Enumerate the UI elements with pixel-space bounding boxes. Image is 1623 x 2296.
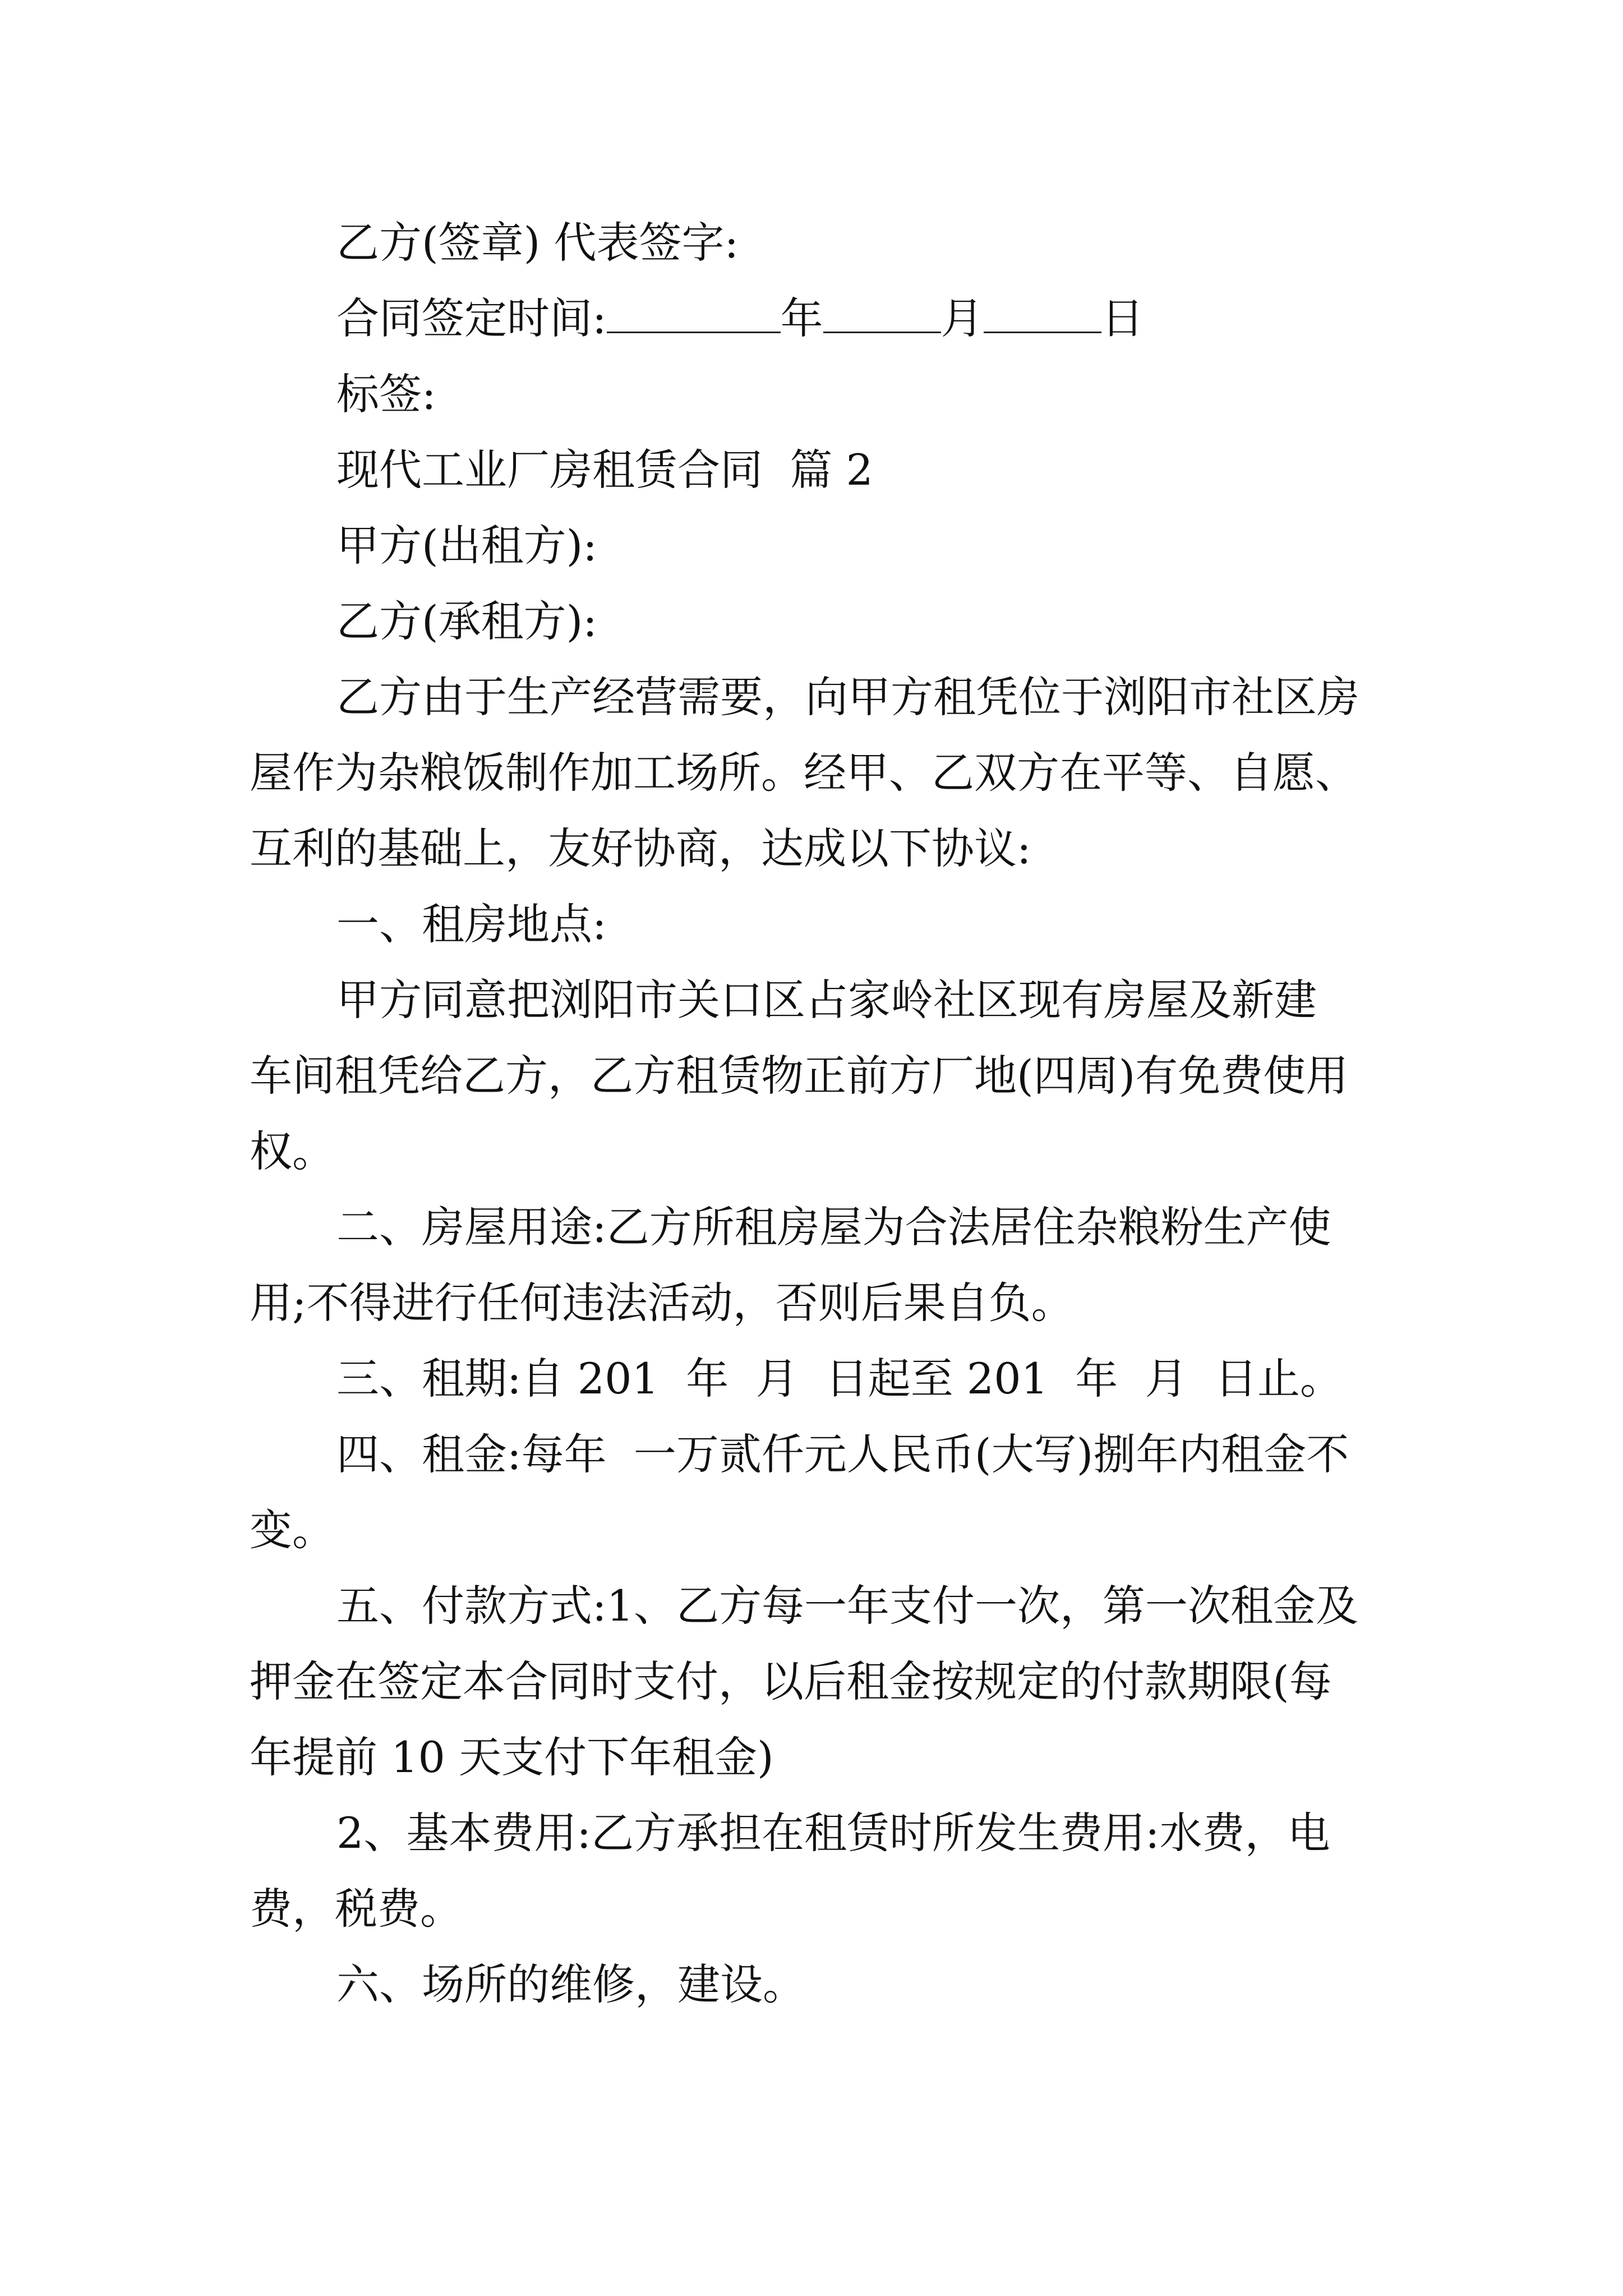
party-b-line: 乙方(承租方): (336, 596, 597, 646)
signature-line-party-b: 乙方(签章) 代表签字: (336, 218, 739, 268)
contract-date-line (336, 292, 1144, 346)
blank-year (607, 292, 781, 333)
clause-heading: 六、场所的维修，建设。 (336, 1959, 805, 2009)
paragraph-line: 用;不得进行任何违法活动，否则后果自负。 (250, 1278, 1074, 1328)
paragraph-line: 二、房屋用途:乙方所租房屋为合法居住杂粮粉生产使 (336, 1202, 1331, 1252)
paragraph-line: 2、基本费用:乙方承担在租赁时所发生费用:水费，电 (336, 1808, 1330, 1858)
blank-month (823, 292, 941, 333)
clause-heading: 一、租房地点: (336, 899, 607, 949)
paragraph-line: 押金在签定本合同时支付，以后租金按规定的付款期限(每 (250, 1657, 1332, 1706)
date-month-label: 月 (940, 293, 984, 343)
paragraph-line: 车间租凭给乙方，乙方租赁物正前方厂地(四周)有免费使用 (250, 1051, 1349, 1101)
paragraph-line: 四、租金:每年 一万贰仟元人民币(大写)捌年内租金不 (336, 1429, 1349, 1479)
paragraph-line: 变。 (250, 1505, 335, 1555)
paragraph-line: 权。 (250, 1126, 335, 1176)
paragraph-line: 甲方同意把浏阳市关口区占家岭社区现有房屋及新建 (336, 975, 1317, 1025)
paragraph-line: 费，税费。 (250, 1884, 463, 1934)
date-day-label: 日 (1101, 293, 1144, 343)
paragraph-line: 年提前 10 天支付下年租金) (250, 1732, 774, 1782)
contract-date-label: 合同签定时间: (336, 293, 607, 343)
blank-day (984, 292, 1101, 333)
paragraph-line: 互利的基础上，友好协商，达成以下协议: (250, 823, 1031, 873)
tags-label: 标签: (336, 369, 436, 419)
paragraph-line: 屋作为杂粮饭制作加工场所。经甲、乙双方在平等、自愿、 (250, 748, 1358, 798)
section-title: 现代工业厂房租赁合同 篇 2 (336, 445, 873, 495)
date-year-label: 年 (780, 293, 823, 343)
paragraph-line: 乙方由于生产经营需要，向甲方租凭位于浏阳市社区房 (336, 672, 1359, 722)
party-a-line: 甲方(出租方): (336, 521, 597, 570)
paragraph-line: 五、付款方式:1、乙方每一年支付一次，第一次租金及 (336, 1581, 1358, 1631)
paragraph-line: 三、租期:自 201 年 月 日起至 201 年 月 日止。 (336, 1354, 1343, 1404)
